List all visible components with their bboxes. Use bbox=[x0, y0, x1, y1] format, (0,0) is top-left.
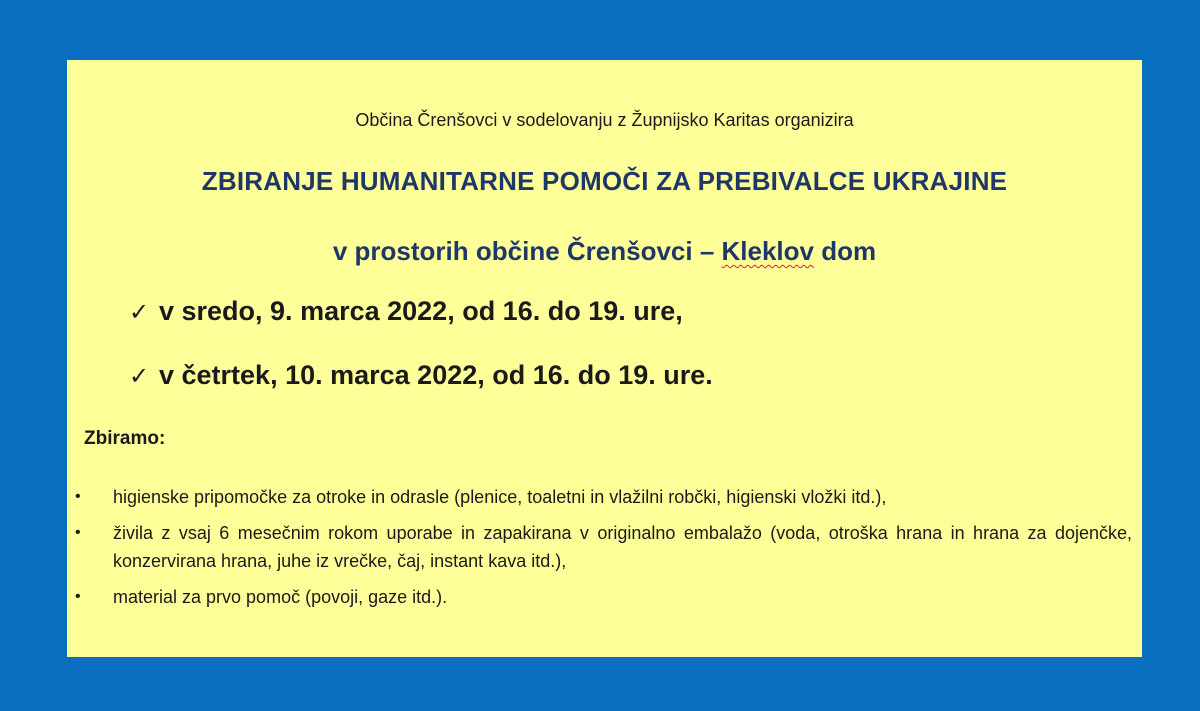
list-item bbox=[67, 583, 1142, 611]
date-item bbox=[129, 360, 713, 391]
list-item-text: higienske pripomočke za otroke in odrasle (plenice, toaletni in vlažilni robčki, higienski vložki itd.), bbox=[113, 487, 887, 507]
list-item bbox=[67, 483, 1142, 511]
date-item bbox=[129, 296, 683, 327]
location-prefix: v prostorih občine Črenšovci – bbox=[332, 236, 722, 266]
location-underlined: Kleklov bbox=[721, 236, 815, 266]
list-item bbox=[67, 519, 1142, 575]
bullet-icon: • bbox=[75, 524, 81, 541]
checkmark-icon: ✓ bbox=[129, 299, 150, 326]
date-text: v sredo, 9. marca 2022, od 16. do 19. ure, bbox=[159, 296, 683, 326]
collect-list bbox=[67, 483, 1142, 619]
date-text: v četrtek, 10. marca 2022, od 16. do 19. ure. bbox=[159, 360, 713, 390]
intro-text: Občina Črenšovci v sodelovanju z Župnijsko Karitas organizira bbox=[355, 110, 854, 130]
location-line bbox=[67, 236, 1142, 267]
list-item-text: živila z vsaj 6 mesečnim rokom uporabe in zapakirana v originalno embalažo (voda, otroška hrana in hrana za dojenčke, konzervirana hrana, juhe iz vrečke, čaj, instant kava itd.), bbox=[113, 523, 1132, 571]
bullet-icon: • bbox=[75, 488, 81, 505]
notice-panel bbox=[67, 60, 1142, 657]
bullet-icon: • bbox=[75, 588, 81, 605]
collect-heading: Zbiramo: bbox=[84, 428, 166, 449]
headline: ZBIRANJE HUMANITARNE POMOČI ZA PREBIVALCE UKRAJINE bbox=[201, 166, 1008, 196]
location-suffix: dom bbox=[814, 236, 877, 266]
list-item-text: material za prvo pomoč (povoji, gaze itd.). bbox=[113, 587, 448, 607]
checkmark-icon: ✓ bbox=[129, 363, 150, 390]
